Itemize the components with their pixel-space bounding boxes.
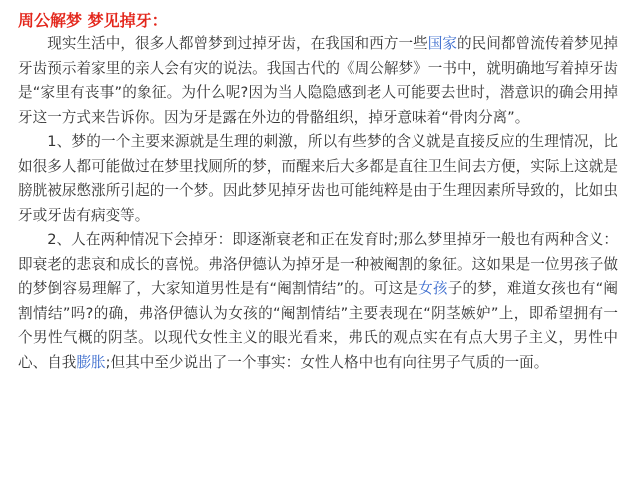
- inline-link[interactable]: 国家: [427, 35, 458, 52]
- paragraph-text: 子的梦，难道女孩也有“阉割情结”吗?的确，弗洛伊德认为女孩的“阉割情结”主要表现在“阴茎嫉妒”上，即希望拥有一个男性气概的阴茎。以现代女性主义的眼光看来，弗氏的观点实在有点大男子主义，男性中心、自我: [18, 280, 618, 371]
- paragraph-text: 1、梦的一个主要来源就是生理的刺激，所以有些梦的含义就是直接反应的生理情况，比如很多人都可能做过在梦里找厕所的梦，而醒来后大多都是直往卫生间去方便，实际上这就是膀胱被尿憋涨所引起的一个梦。因此梦见掉牙齿也可能纯粹是由于生理因素所导致的，比如虫牙或牙齿有病变等。: [18, 133, 618, 224]
- inline-link[interactable]: 女孩: [418, 280, 448, 297]
- inline-link[interactable]: 膨胀: [76, 353, 106, 371]
- paragraph-text: 2、人在两种情况下会掉牙：即逐渐衰老和正在发育时;那么梦里掉牙一般也有两种含义：即衰老的悲哀和成长的喜悦。弗洛伊德认为掉牙是一种被阉割的象征。这如果是一位男孩子做的梦倒容易理解了，大家知道男性是有“阉割情结”的。可这是: [18, 231, 618, 297]
- paragraph-point-1: [18, 130, 618, 228]
- paragraph-text: ;但其中至少说出了一个事实：女性人格中也有向往男子气质的一面。: [105, 353, 549, 371]
- article-heading: 周公解梦 梦见掉牙：: [18, 11, 168, 30]
- paragraph-intro: [18, 32, 618, 130]
- article: [18, 10, 618, 500]
- paragraph-point-2: [18, 228, 618, 375]
- paragraph-text: 的民间都曾流传着梦见掉牙齿预示着家里的亲人会有灾的说法。我国古代的《周公解梦》一书中，就明确地写着掉牙齿是“家里有丧事”的象征。为什么呢?因为当人隐隐感到老人可能要去世时，潜意识的确会用掉牙这一方式来告诉你。因为牙是露在外边的骨骼组织，掉牙意味着“骨肉分离”。: [18, 35, 618, 126]
- paragraph-text: 现实生活中，很多人都曾梦到过掉牙齿，在我国和西方一些: [47, 35, 428, 52]
